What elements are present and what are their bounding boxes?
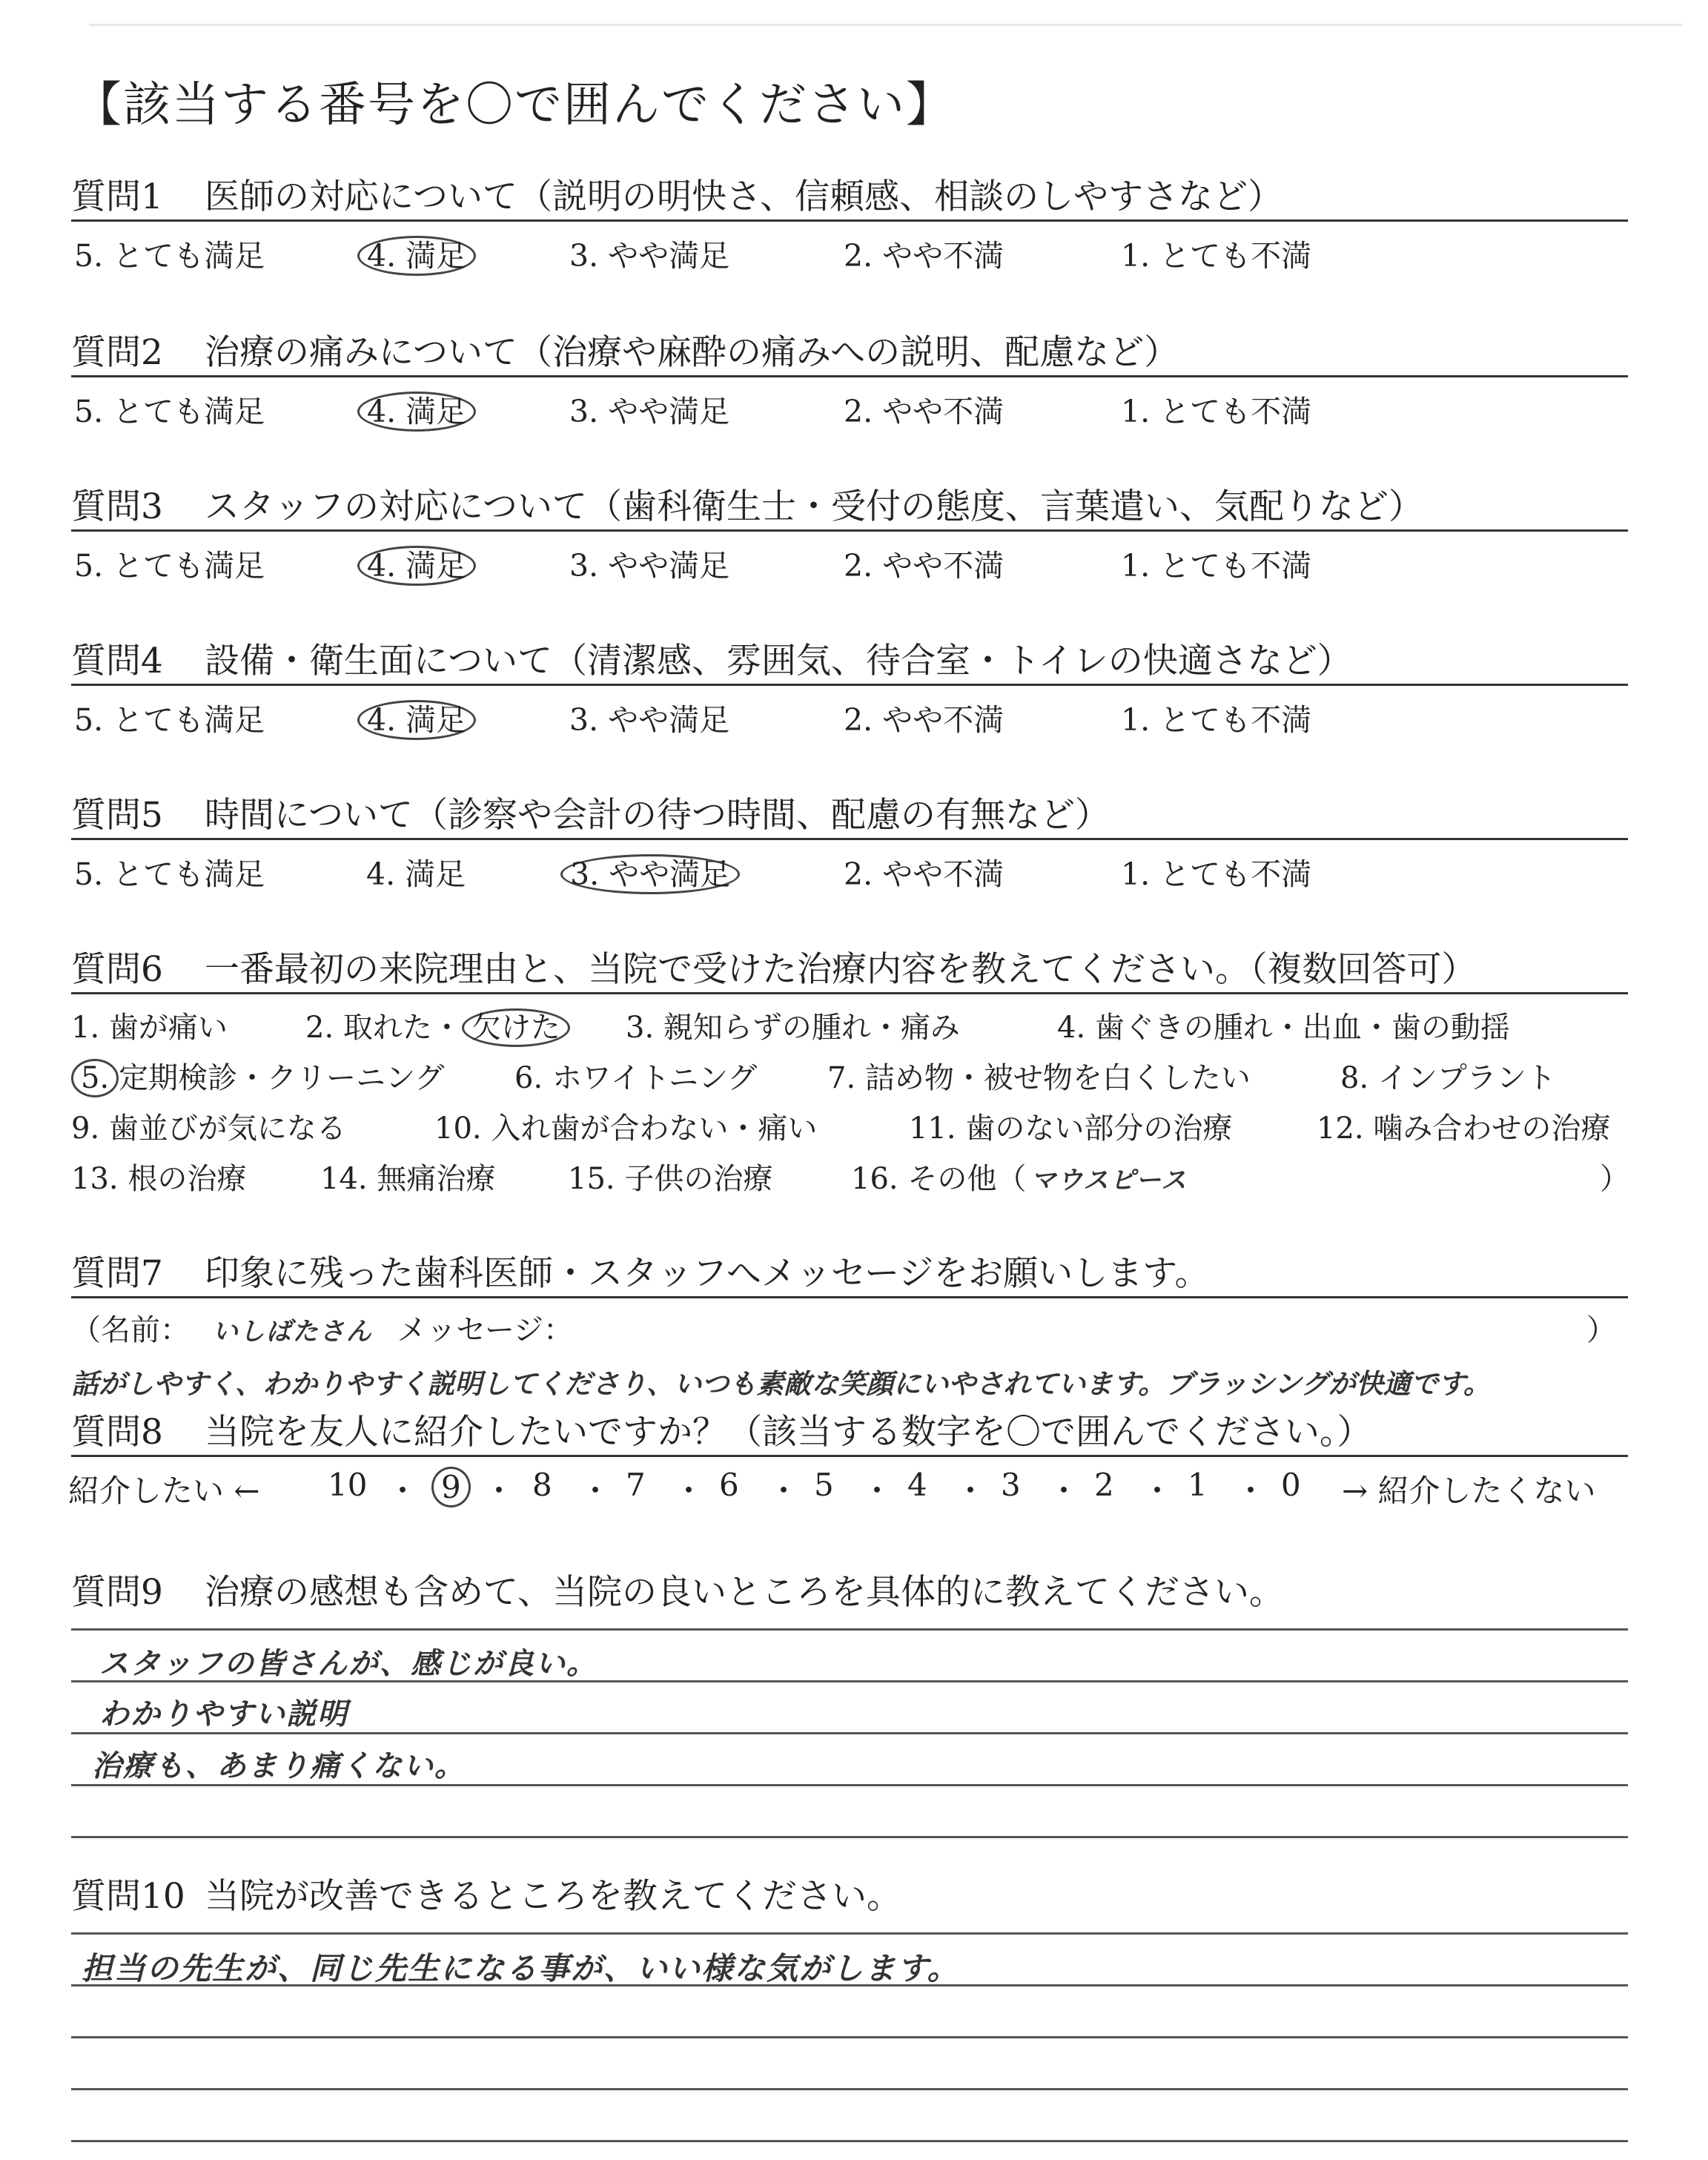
q6-option-3[interactable]: 3. 親知らずの腫れ・痛み: [626, 1011, 960, 1045]
q6-option-14[interactable]: 14. 無痛治療: [320, 1162, 496, 1196]
q7-message-label: メッセージ：: [397, 1313, 574, 1347]
q1-option-3[interactable]: 3. やや満足: [569, 238, 730, 274]
q6-option-10[interactable]: 10. 入れ歯が合わない・痛い: [434, 1112, 818, 1146]
q2-option-2[interactable]: 2. やや不満: [844, 394, 1004, 429]
q10-rule: [71, 2140, 1628, 2142]
q6-option-8[interactable]: 8. インプラント: [1340, 1061, 1556, 1095]
q7-name-row: [71, 1307, 1628, 1347]
q1-option-5[interactable]: 5. とても満足: [74, 238, 265, 274]
q8-text: 当院を友人に紹介したいですか？（該当する数字を〇で囲んでください。）: [205, 1412, 1372, 1453]
top-border: [89, 24, 1683, 26]
q6-number: 質問6: [71, 949, 163, 990]
q4-heading: [71, 633, 1628, 686]
q2-heading: [71, 325, 1628, 377]
q5-text: 時間について（診察や会計の待つ時間、配慮の有無など）: [205, 795, 1110, 836]
q3-option-4[interactable]: [357, 541, 476, 585]
q6-option-9[interactable]: 9. 歯並びが気になる: [71, 1112, 346, 1146]
q8-scale-6[interactable]: 6: [719, 1467, 739, 1503]
q8-scale: [68, 1467, 1632, 1511]
q2-text: 治療の痛みについて（治療や麻酔の痛みへの説明、配慮など）: [205, 332, 1179, 373]
q6-option-2-label: 2. 取れた・: [305, 1011, 462, 1045]
q1-heading: [71, 169, 1628, 222]
q9-rule: [71, 1836, 1628, 1838]
q6-option-2[interactable]: [305, 1004, 570, 1046]
q4-option-2[interactable]: 2. やや不満: [844, 702, 1004, 738]
q10-number: 質問10: [71, 1876, 185, 1917]
q3-option-5[interactable]: 5. とても満足: [74, 548, 265, 584]
q6-option-5-label: 定期検診・クリーニング: [119, 1061, 445, 1095]
q8-right-label: → 紹介したくない: [1342, 1473, 1596, 1509]
q8-dot: ・: [1142, 1473, 1174, 1509]
q6-option-4[interactable]: 4. 歯ぐきの腫れ・出血・歯の動揺: [1057, 1011, 1510, 1045]
q8-scale-1[interactable]: 1: [1188, 1467, 1208, 1503]
q8-scale-0[interactable]: 0: [1281, 1467, 1301, 1503]
q6-option-2-circled: 欠けた: [462, 1008, 570, 1047]
q4-text: 設備・衛生面について（清潔感、雰囲気、待合室・トイレの快適さなど）: [205, 641, 1352, 681]
q6-option-16-label: 16. その他（: [851, 1162, 1027, 1196]
q3-number: 質問3: [71, 486, 163, 527]
q2-number: 質問2: [71, 332, 163, 373]
q8-heading: [71, 1404, 1628, 1457]
q5-option-1[interactable]: 1. とても不満: [1121, 856, 1312, 892]
q9-rule: [71, 1784, 1628, 1786]
q3-text: スタッフの対応について（歯科衛生士・受付の態度、言葉遣い、気配りなど）: [205, 486, 1424, 527]
q9-answer-3: 治療も、あまり痛くない。: [92, 1749, 466, 1783]
q9-rule: [71, 1628, 1628, 1631]
q8-scale-3[interactable]: 3: [1001, 1467, 1021, 1503]
q3-option-2[interactable]: 2. やや不満: [844, 548, 1004, 584]
q9-rule: [71, 1680, 1628, 1682]
q6-option-16-close: ）: [1600, 1162, 1629, 1196]
q5-option-2[interactable]: 2. やや不満: [844, 856, 1004, 892]
q5-option-5[interactable]: 5. とても満足: [74, 856, 265, 892]
q8-scale-10[interactable]: 10: [328, 1467, 368, 1503]
q2-option-3[interactable]: 3. やや満足: [569, 394, 730, 429]
q6-option-11[interactable]: 11. 歯のない部分の治療: [909, 1112, 1233, 1146]
q6-option-1[interactable]: 1. 歯が痛い: [71, 1011, 228, 1045]
q1-option-4[interactable]: [357, 231, 476, 275]
q6-row-1: [71, 1004, 1635, 1044]
q10-rule: [71, 2036, 1628, 2038]
q5-option-3[interactable]: [560, 850, 740, 894]
q7-text: 印象に残った歯科医師・スタッフへメッセージをお願いします。: [205, 1253, 1210, 1294]
q1-number: 質問1: [71, 176, 163, 217]
q8-dot: ・: [580, 1473, 612, 1509]
q10-rule: [71, 1984, 1628, 1986]
q3-option-1[interactable]: 1. とても不満: [1121, 548, 1312, 584]
q2-option-1[interactable]: 1. とても不満: [1121, 394, 1312, 429]
q6-option-16[interactable]: [851, 1155, 1188, 1198]
q1-option-1[interactable]: 1. とても不満: [1121, 238, 1312, 274]
q8-scale-8[interactable]: 8: [532, 1467, 552, 1503]
q4-option-1[interactable]: 1. とても不満: [1121, 702, 1312, 738]
q9-number: 質問9: [71, 1572, 163, 1613]
q7-message-handwritten: 話がしやすく、わかりやすく説明してくださり、いつも素敵な笑顔にいやされています。ブラッシングが快適です。: [71, 1368, 1491, 1400]
q10-rule: [71, 1932, 1628, 1935]
q8-scale-4[interactable]: 4: [907, 1467, 927, 1503]
q7-name-label: （名前：: [71, 1313, 190, 1347]
q6-option-5-circled: 5.: [71, 1059, 119, 1097]
q5-number: 質問5: [71, 795, 163, 836]
q7-heading: [71, 1246, 1628, 1298]
q6-row-3: [71, 1105, 1635, 1145]
q3-selected-circle: 4. 満足: [357, 546, 476, 586]
q10-text: 当院が改善できるところを教えてください。: [205, 1876, 901, 1917]
q6-option-12[interactable]: 12. 噛み合わせの治療: [1317, 1112, 1611, 1146]
q1-option-2[interactable]: 2. やや不満: [844, 238, 1004, 274]
q2-selected-circle: 4. 満足: [357, 392, 476, 432]
q8-scale-7[interactable]: 7: [626, 1467, 646, 1503]
q5-option-4[interactable]: 4. 満足: [366, 856, 466, 892]
q8-dot: ・: [483, 1473, 515, 1509]
q7-number: 質問7: [71, 1253, 163, 1294]
q8-dot: ・: [1048, 1473, 1080, 1509]
q8-scale-2[interactable]: 2: [1094, 1467, 1114, 1503]
q8-scale-5[interactable]: 5: [814, 1467, 834, 1503]
q3-heading: [71, 479, 1628, 532]
q8-left-label: 紹介したい ←: [68, 1473, 260, 1509]
q5-heading: [71, 787, 1628, 840]
q9-answer-2: わかりやすい説明: [99, 1697, 348, 1731]
q9-heading: [71, 1565, 1628, 1615]
q9-text: 治療の感想も含めて、当院の良いところを具体的に教えてください。: [205, 1572, 1285, 1613]
q7-close-paren: ）: [1586, 1313, 1616, 1347]
q8-number: 質問8: [71, 1412, 163, 1453]
q7-name-handwritten: いしばたさん: [212, 1317, 373, 1347]
q8-dot: ・: [861, 1473, 893, 1509]
q6-option-6[interactable]: 6. ホワイトニング: [514, 1061, 758, 1095]
q4-option-3[interactable]: 3. やや満足: [569, 702, 730, 738]
q3-option-3[interactable]: 3. やや満足: [569, 548, 730, 584]
q10-rule: [71, 2088, 1628, 2090]
q9-rule: [71, 1732, 1628, 1734]
q8-dot: ・: [768, 1473, 800, 1509]
q2-option-5[interactable]: 5. とても満足: [74, 394, 265, 429]
q5-selected-circle: 3. やや満足: [560, 854, 740, 894]
q8-dot: ・: [1235, 1473, 1267, 1509]
q6-option-13[interactable]: 13. 根の治療: [71, 1162, 247, 1196]
q10-answer-1: 担当の先生が、同じ先生になる事が、いい様な気がします。: [82, 1950, 960, 1986]
q6-option-7[interactable]: 7. 詰め物・被せ物を白くしたい: [827, 1061, 1251, 1095]
q1-selected-circle: 4. 満足: [357, 236, 476, 276]
q6-heading: [71, 942, 1628, 994]
q6-option-5[interactable]: [71, 1054, 444, 1097]
q6-row-2: [71, 1054, 1635, 1094]
q4-selected-circle: 4. 満足: [357, 700, 476, 740]
q6-row-4: [71, 1155, 1635, 1195]
page-title: 【該当する番号を〇で囲んでください】: [74, 78, 955, 133]
q1-text: 医師の対応について（説明の明快さ、信頼感、相談のしやすさなど）: [205, 176, 1283, 217]
q8-dot: ・: [955, 1473, 987, 1509]
q8-dot: ・: [387, 1473, 419, 1509]
q2-option-4[interactable]: [357, 387, 476, 431]
q4-option-4[interactable]: [357, 696, 476, 739]
q6-option-15[interactable]: 15. 子供の治療: [568, 1162, 773, 1196]
q8-dot: ・: [673, 1473, 705, 1509]
q4-number: 質問4: [71, 641, 163, 681]
q6-other-handwritten: マウスピース: [1030, 1166, 1188, 1195]
q9-answer-1: スタッフの皆さんが、感じが良い。: [99, 1647, 598, 1681]
q4-option-5[interactable]: 5. とても満足: [74, 702, 265, 738]
q10-heading: [71, 1869, 1628, 1919]
q6-text: 一番最初の来院理由と、当院で受けた治療内容を教えてください。（複数回答可）: [205, 949, 1477, 990]
q8-selected-circle: 9: [431, 1467, 471, 1507]
